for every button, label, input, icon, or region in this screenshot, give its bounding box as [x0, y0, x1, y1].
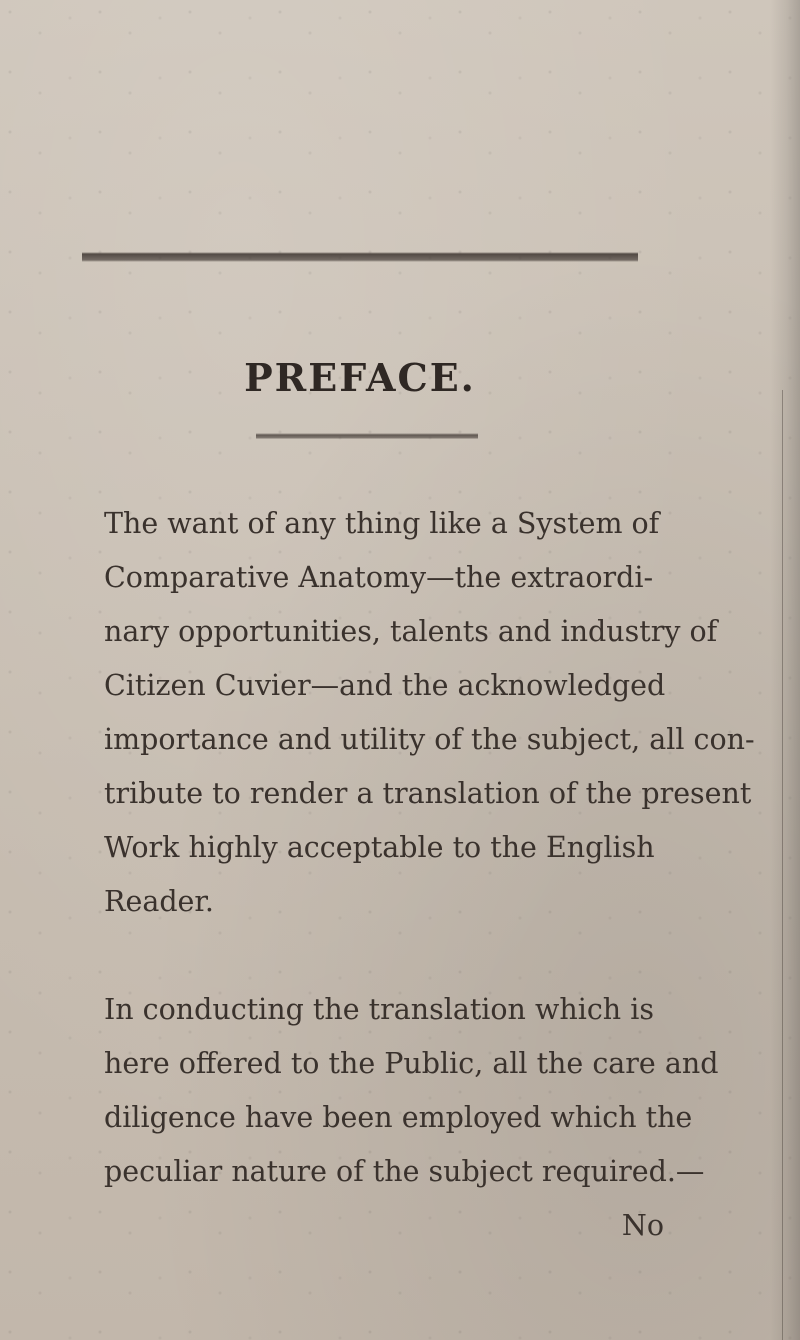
- paragraph-1-line-1: The want of any thing like a System of: [104, 507, 660, 540]
- page-title: PREFACE.: [244, 355, 476, 400]
- paragraph-1-line-7: Work highly acceptable to the English: [104, 831, 655, 864]
- paragraph-2: [104, 983, 719, 1253]
- top-rule: [82, 252, 638, 262]
- paragraph-2-line-3: diligence have been employed which the: [104, 1101, 693, 1134]
- catchword: No: [621, 1209, 664, 1242]
- title-rule: [256, 433, 478, 439]
- paragraph-2-line-1: In conducting the translation which is: [104, 993, 654, 1026]
- paragraph-1-line-8: Reader.: [104, 885, 214, 918]
- paragraph-1: [104, 497, 755, 929]
- paragraph-1-line-6: tribute to render a translation of the present: [104, 777, 752, 810]
- paragraph-1-line-4: Citizen Cuvier—and the acknowledged: [104, 669, 666, 702]
- paragraph-1-line-3: nary opportunities, talents and industry of: [104, 615, 718, 648]
- paragraph-2-line-4: peculiar nature of the subject required.—: [104, 1155, 705, 1188]
- paragraph-2-line-2: here offered to the Public, all the care and: [104, 1047, 719, 1080]
- paragraph-1-line-5: importance and utility of the subject, all con-: [104, 723, 755, 756]
- paragraph-1-line-2: Comparative Anatomy—the extraordi-: [104, 561, 654, 594]
- preface-body: [104, 497, 755, 1253]
- paragraph-gap: [104, 929, 664, 983]
- page-edge-shadow: [770, 0, 800, 1340]
